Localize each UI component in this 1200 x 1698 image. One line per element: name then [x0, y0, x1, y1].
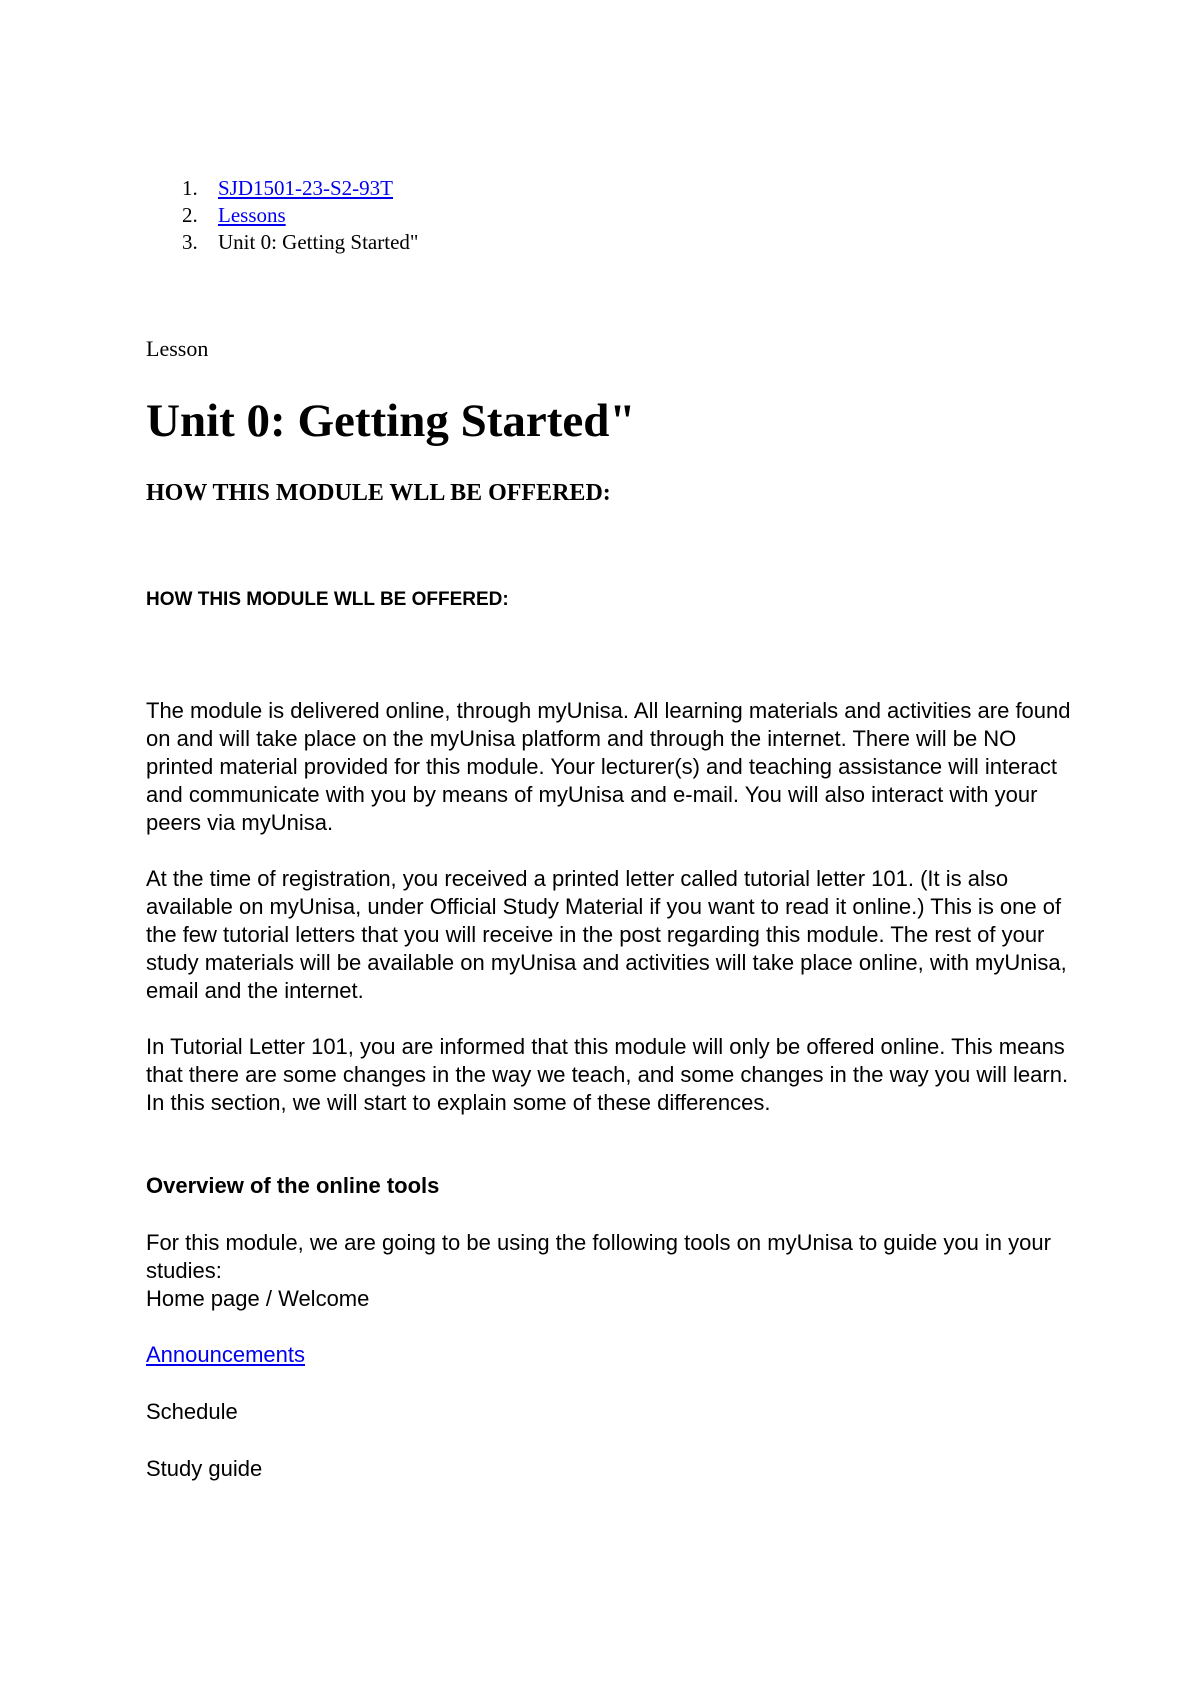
- breadcrumb-link-course[interactable]: SJD1501-23-S2-93T: [218, 176, 394, 200]
- breadcrumb-item-current: [0, 229, 418, 256]
- breadcrumb-number: 3.: [182, 230, 198, 254]
- paragraph-tutorial-letter: In Tutorial Letter 101, you are informed that this module will only be offered online. This means that there are some changes in the way we teach, and some changes in the way you will learn. In this section, we will start to explain some of these differences.: [146, 1034, 1069, 1115]
- breadcrumb-number: 1.: [182, 176, 198, 200]
- lesson-label: Lesson: [146, 336, 209, 361]
- section-heading-serif: HOW THIS MODULE WLL BE OFFERED:: [146, 480, 611, 506]
- tools-intro: [146, 1229, 1076, 1313]
- tool-study-guide: Study guide: [146, 1456, 263, 1481]
- breadcrumb-current-label: Unit 0: Getting Started": [218, 230, 419, 254]
- tool-schedule: Schedule: [146, 1399, 238, 1424]
- tools-intro-text: For this module, we are going to be using the following tools on myUnisa to guide you in your studies:: [146, 1230, 1051, 1283]
- breadcrumb-item-course: [0, 175, 418, 202]
- breadcrumb-link-lessons[interactable]: Lessons: [218, 203, 286, 227]
- paragraph-registration: At the time of registration, you received a printed letter called tutorial letter 101. (It is also available on myUnisa, under Official Study Material if you want to read it online.) This is one of the few tutorial letters that you will receive in the post regarding this module. The rest of your study materials will be available on myUnisa and activities will take place online, with myUnisa, email and the internet.: [146, 866, 1067, 1003]
- announcements-link[interactable]: Announcements: [146, 1342, 305, 1367]
- tool-announcements: [146, 1341, 305, 1369]
- paragraph-delivery: The module is delivered online, through myUnisa. All learning materials and activities are found on and will take place on the myUnisa platform and through the internet. There will be NO printed material provided for this module. Your lecturer(s) and teaching assistance will interact and communicate with you by means of myUnisa and e-mail. You will also interact with your peers via myUnisa.: [146, 698, 1071, 835]
- tools-heading: Overview of the online tools: [146, 1173, 440, 1198]
- breadcrumb-number: 2.: [182, 203, 198, 227]
- breadcrumb: [0, 175, 418, 256]
- tool-home-page: Home page / Welcome: [146, 1286, 370, 1311]
- page-title: Unit 0: Getting Started": [146, 395, 636, 447]
- breadcrumb-item-lessons: [0, 202, 418, 229]
- section-heading-sans: HOW THIS MODULE WLL BE OFFERED:: [146, 589, 509, 610]
